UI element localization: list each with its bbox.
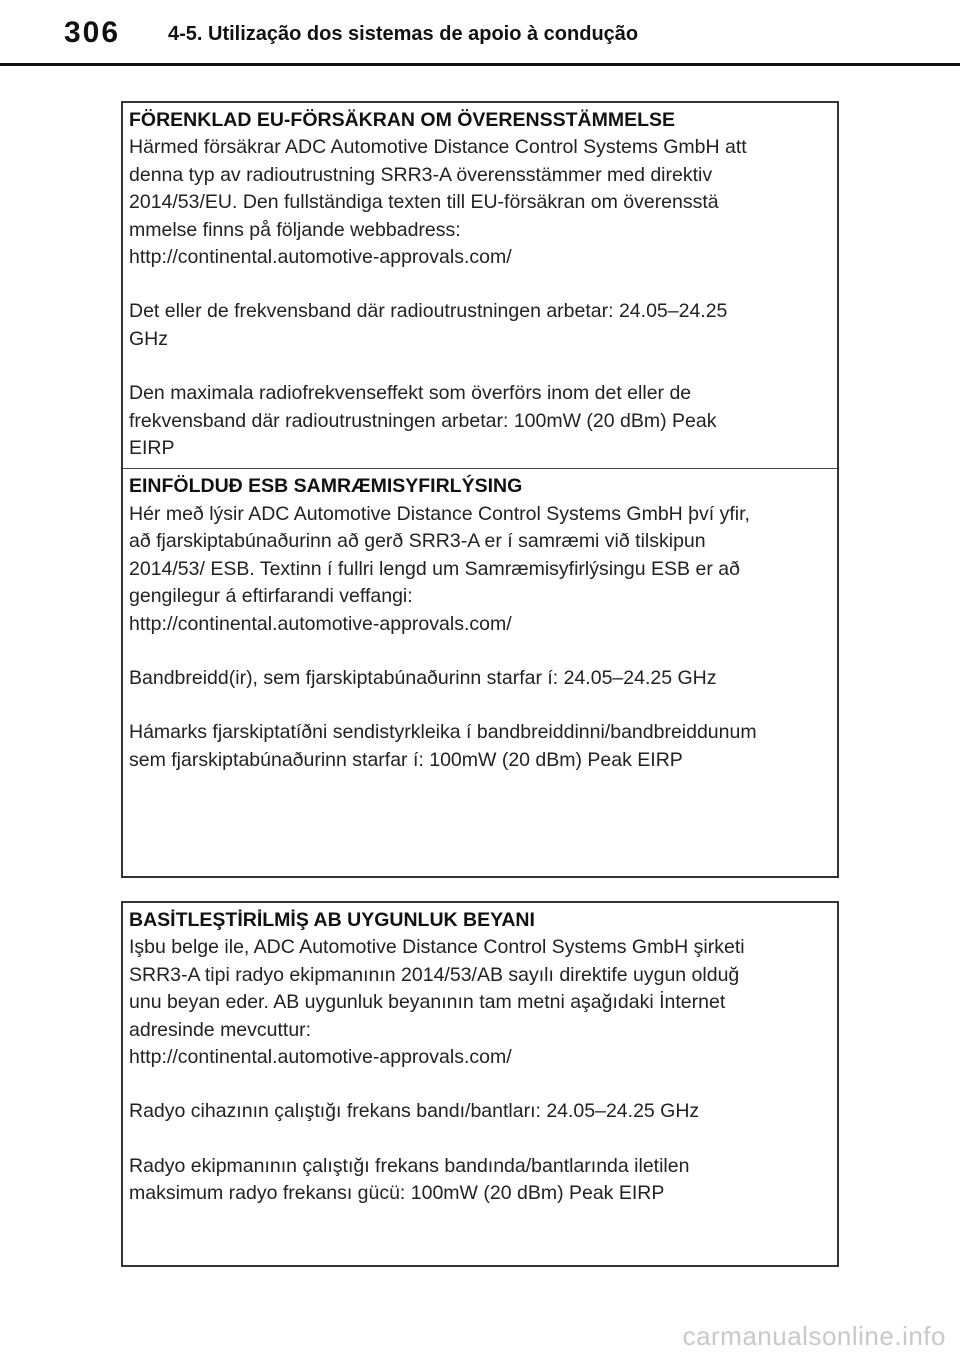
power-line: Radyo ekipmanının çalıştığı frekans bandında/bantlarında iletilen bbox=[129, 1154, 690, 1177]
power-line: Den maximala radiofrekvenseffekt som överförs inom det eller de bbox=[129, 382, 692, 405]
power-line: Hámarks fjarskiptatíðni sendistyrkleika í bandbreiddinni/bandbreiddunum bbox=[129, 721, 757, 744]
declaration-line: að fjarskiptabúnaðurinn að gerð SRR3-A er í samræmi við tilskipun bbox=[129, 530, 706, 553]
declaration-line: 2014/53/EU. Den fullständiga texten till EU-försäkran om överensstä bbox=[129, 191, 719, 214]
declaration-box-1 bbox=[121, 101, 839, 878]
power-line: EIRP bbox=[129, 437, 175, 460]
declaration-line: SRR3-A tipi radyo ekipmanının 2014/53/AB sayılı direktife uygun olduğ bbox=[129, 963, 740, 986]
frequency-line: Det eller de frekvensband där radioutrustningen arbetar: 24.05–24.25 bbox=[129, 300, 728, 323]
page-header bbox=[0, 0, 960, 64]
declaration-title: EINFÖLDUÐ ESB SAMRÆMISYFIRLÝSING bbox=[129, 475, 523, 498]
declaration-line: unu beyan eder. AB uygunluk beyanının tam metni aşağıdaki İnternet bbox=[129, 991, 726, 1014]
page-number: 306 bbox=[64, 16, 121, 49]
declaration-url: http://continental.automotive-approvals.com/ bbox=[129, 1046, 512, 1069]
icelandic-declaration bbox=[123, 468, 837, 774]
declaration-line: denna typ av radioutrustning SRR3-A överensstämmer med direktiv bbox=[129, 163, 713, 186]
declaration-url: http://continental.automotive-approvals.com/ bbox=[129, 246, 512, 269]
frequency-line: Radyo cihazının çalıştığı frekans bandı/bantları: 24.05–24.25 GHz bbox=[129, 1100, 700, 1123]
section-title: 4-5. Utilização dos sistemas de apoio à condução bbox=[168, 23, 639, 45]
declaration-box-2 bbox=[121, 901, 839, 1267]
power-line: maksimum radyo frekansı gücü: 100mW (20 dBm) Peak EIRP bbox=[129, 1182, 665, 1205]
header-rule bbox=[0, 63, 960, 66]
declaration-line: gengilegur á eftirfarandi veffangi: bbox=[129, 585, 413, 608]
frequency-line: Bandbreidd(ir), sem fjarskiptabúnaðurinn starfar í: 24.05–24.25 GHz bbox=[129, 666, 717, 689]
declaration-title: BASİTLEŞTİRİLMİŞ AB UYGUNLUK BEYANI bbox=[129, 909, 535, 931]
declaration-url: http://continental.automotive-approvals.com/ bbox=[129, 612, 512, 635]
watermark: carmanualsonline.info bbox=[682, 1321, 946, 1351]
declaration-line: mmelse finns på följande webbadress: bbox=[129, 218, 461, 241]
power-line: frekvensband där radioutrustningen arbetar: 100mW (20 dBm) Peak bbox=[129, 409, 717, 432]
frequency-line: GHz bbox=[129, 327, 168, 350]
declaration-line: Hér með lýsir ADC Automotive Distance Control Systems GmbH því yfir, bbox=[129, 502, 750, 525]
power-line: sem fjarskiptabúnaðurinn starfar í: 100mW (20 dBm) Peak EIRP bbox=[129, 748, 683, 771]
declaration-line: adresinde mevcuttur: bbox=[129, 1018, 312, 1041]
declaration-line: 2014/53/ ESB. Textinn í fullri lengd um Samræmisyfirlýsingu ESB er að bbox=[129, 557, 740, 580]
declaration-line: Işbu belge ile, ADC Automotive Distance Control Systems GmbH şirketi bbox=[129, 936, 745, 959]
declaration-title: FÖRENKLAD EU-FÖRSÄKRAN OM ÖVERENSSTÄMMELSE bbox=[129, 109, 676, 131]
declaration-line: Härmed försäkrar ADC Automotive Distance Control Systems GmbH att bbox=[129, 136, 747, 159]
turkish-declaration bbox=[123, 903, 837, 1208]
swedish-declaration bbox=[123, 103, 837, 462]
